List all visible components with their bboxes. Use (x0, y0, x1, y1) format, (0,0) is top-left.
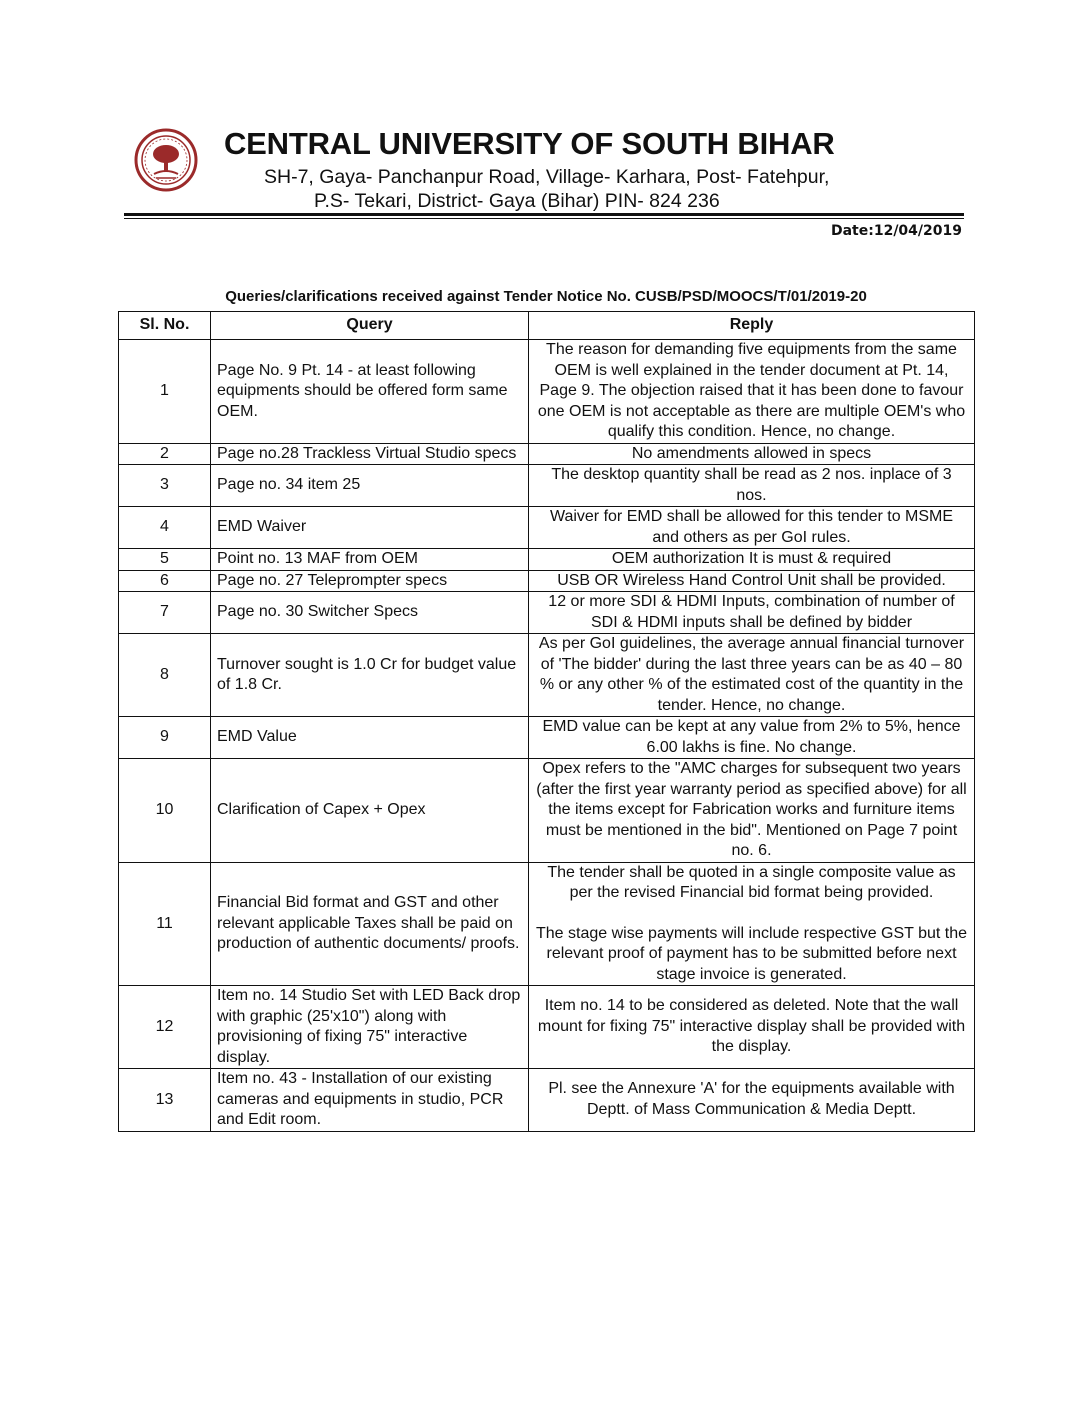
row-query: Page no.28 Trackless Virtual Studio specs (211, 443, 529, 465)
document-heading: Queries/clarifications received against Tender Notice No. CUSB/PSD/MOOCS/T/01/2019-20 (225, 288, 867, 305)
reply-paragraph: The reason for demanding five equipments from the same OEM is well explained in the tender document at Pt. 14, Page 9. The objection raised that it has been done to favour one OEM is not acceptable as there are multiple OEM's who qualify this condition. Hence, no change. (537, 341, 966, 440)
reply-paragraph: As per GoI guidelines, the average annual financial turnover of 'The bidder' during the last three years can be as 40 – 80 % or any other % of the estimated cost of the quantity in the tender. Hence, no change. (538, 635, 965, 714)
column-header-query: Query (211, 312, 529, 340)
row-reply (529, 717, 975, 759)
table-row (119, 340, 975, 444)
row-query: Item no. 14 Studio Set with LED Back drop with graphic (25'x10") along with provisioning of fixing 75" interactive display. (211, 986, 529, 1069)
university-seal-icon (134, 128, 198, 192)
queries-table (118, 311, 975, 1132)
table-row (119, 1069, 975, 1132)
row-sl-no: 11 (119, 862, 211, 986)
table-row (119, 465, 975, 507)
table-row (119, 443, 975, 465)
table-row (119, 717, 975, 759)
table-row (119, 592, 975, 634)
row-reply (529, 465, 975, 507)
row-sl-no: 2 (119, 443, 211, 465)
row-query: EMD Waiver (211, 507, 529, 549)
row-sl-no: 5 (119, 549, 211, 571)
row-reply (529, 549, 975, 571)
row-reply (529, 986, 975, 1069)
reply-paragraph: Opex refers to the "AMC charges for subsequent two years (after the first year warranty period as specified above) for all the items except for Fabrication works and furniture items must be mentioned in the bid". Mentioned on Page 7 point no. 6. (536, 760, 967, 859)
row-query: Page no. 30 Switcher Specs (211, 592, 529, 634)
table-row (119, 634, 975, 717)
reply-paragraph: EMD value can be kept at any value from 2% to 5%, hence 6.00 lakhs is fine. No change. (542, 718, 961, 756)
row-query: Item no. 43 - Installation of our existing cameras and equipments in studio, PCR and Edit room. (211, 1069, 529, 1132)
row-reply (529, 340, 975, 444)
column-header-sl-no: Sl. No. (119, 312, 211, 340)
row-reply (529, 443, 975, 465)
address-line-1: SH-7, Gaya- Panchanpur Road, Village- Karhara, Post- Fatehpur, (264, 166, 830, 188)
table-header-row (119, 312, 975, 340)
reply-paragraph: Waiver for EMD shall be allowed for this tender to MSME and others as per GoI rules. (549, 508, 954, 546)
reply-paragraph: 12 or more SDI & HDMI Inputs, combination of number of SDI & HDMI inputs shall be defined by bidder (548, 593, 955, 631)
row-sl-no: 4 (119, 507, 211, 549)
reply-paragraph: No amendments allowed in specs (631, 444, 872, 462)
row-reply (529, 759, 975, 863)
row-reply (529, 507, 975, 549)
reply-paragraph-gap (535, 904, 968, 924)
row-reply (529, 862, 975, 986)
row-query: Page no. 34 item 25 (211, 465, 529, 507)
row-query: Page No. 9 Pt. 14 - at least following equipments should be offered form same OEM. (211, 340, 529, 444)
row-query: Turnover sought is 1.0 Cr for budget value of 1.8 Cr. (211, 634, 529, 717)
row-sl-no: 9 (119, 717, 211, 759)
header-divider-thin (124, 218, 964, 219)
reply-paragraph: The tender shall be quoted in a single composite value as per the revised Financial bid format being provided. (547, 863, 956, 901)
reply-paragraph: Pl. see the Annexure 'A' for the equipments available with Deptt. of Mass Communication & Media Deptt. (548, 1080, 955, 1118)
row-query: Point no. 13 MAF from OEM (211, 549, 529, 571)
row-sl-no: 7 (119, 592, 211, 634)
row-sl-no: 3 (119, 465, 211, 507)
row-sl-no: 10 (119, 759, 211, 863)
document-date: Date:12/04/2019 (830, 223, 962, 239)
row-sl-no: 12 (119, 986, 211, 1069)
reply-paragraph: OEM authorization It is must & required (611, 550, 892, 567)
row-reply (529, 570, 975, 592)
row-query: Clarification of Capex + Opex (211, 759, 529, 863)
row-reply (529, 634, 975, 717)
reply-paragraph: USB OR Wireless Hand Control Unit shall be provided. (557, 571, 946, 589)
address-line-2: P.S- Tekari, District- Gaya (Bihar) PIN- 824 236 (314, 190, 720, 212)
row-sl-no: 13 (119, 1069, 211, 1132)
row-sl-no: 8 (119, 634, 211, 717)
university-name: CENTRAL UNIVERSITY OF SOUTH BIHAR (224, 126, 835, 161)
table-row (119, 570, 975, 592)
table-row (119, 759, 975, 863)
table-row (119, 507, 975, 549)
header-divider (124, 213, 964, 216)
reply-paragraph: The desktop quantity shall be read as 2 nos. inplace of 3 nos. (551, 466, 952, 504)
column-header-reply: Reply (529, 312, 975, 340)
row-sl-no: 1 (119, 340, 211, 444)
table-row (119, 862, 975, 986)
row-reply (529, 592, 975, 634)
row-query: Financial Bid format and GST and other relevant applicable Taxes shall be paid on production of authentic documents/ proofs. (211, 862, 529, 986)
reply-paragraph: Item no. 14 to be considered as deleted. Note that the wall mount for fixing 75" interactive display shall be provided with the display. (537, 997, 966, 1056)
table-row (119, 549, 975, 571)
row-query: EMD Value (211, 717, 529, 759)
reply-paragraph: The stage wise payments will include respective GST but the relevant proof of payment has to be submitted before next stage invoice is generated. (535, 924, 968, 983)
row-query: Page no. 27 Teleprompter specs (211, 570, 529, 592)
row-sl-no: 6 (119, 570, 211, 592)
letterhead (124, 122, 964, 218)
table-row (119, 986, 975, 1069)
row-reply (529, 1069, 975, 1132)
